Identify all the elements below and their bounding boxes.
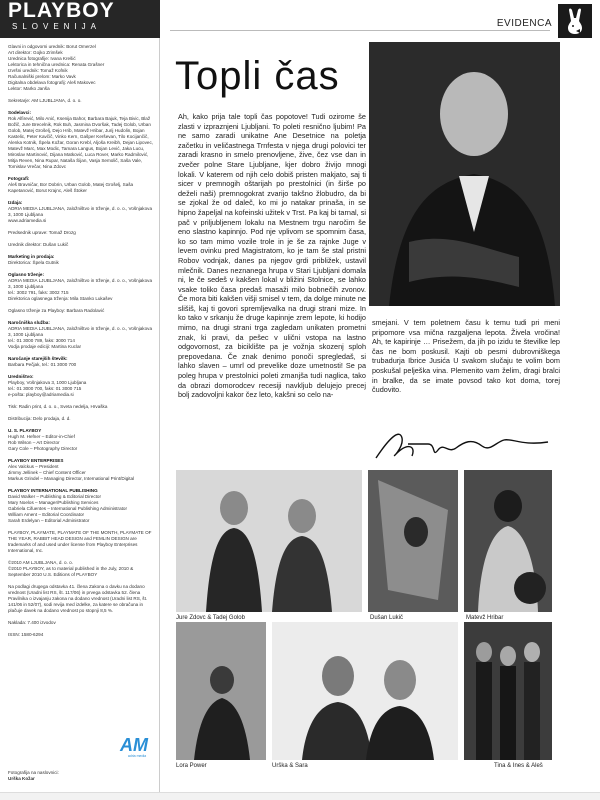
- credits-line: Gary Cole – Photography Director: [8, 446, 78, 451]
- credits-block: [8, 416, 156, 422]
- caption-photo-5: Urška & Sara: [272, 763, 308, 769]
- credits-line: Lektor: Marko Janša: [8, 86, 50, 91]
- credits-line: ADRIA MEDIA LJUBLJANA, založništvo in trženje, d. o. o., Vošnjakova 3, 1000 Ljubljana: [8, 278, 153, 289]
- credits-line: ADRIA MEDIA LJUBLJANA, založništvo in trženje, d. o. o., Vošnjakova 3, 1000 Ljubljana: [8, 326, 153, 337]
- editor-portrait-photo: [369, 42, 560, 306]
- credits-line: ©2010 PLAYBOY, as to material published in the July, 2010 & September 2010 U.S. Editions of PLAYBOY: [8, 566, 134, 577]
- credits-block: [8, 200, 156, 224]
- cover-credit-name: Urška Kožar: [8, 776, 35, 781]
- credits-heading: PLAYBOY ENTERPRISES: [8, 458, 64, 463]
- credits-line: Alex Valckus – President: [8, 464, 59, 469]
- credits-line: Markus Grindel – Managing Director, International Print/Digital: [8, 476, 135, 481]
- section-label: EVIDENCA: [496, 18, 552, 29]
- credits-line: William Ament – Editorial Coordinator: [8, 512, 85, 517]
- adria-media-logo: [120, 736, 154, 760]
- photo-jure-tadej: [176, 470, 362, 612]
- credits-line: Gabriela Cifuentes – International Publishing Administrator: [8, 506, 127, 511]
- credits-heading: Oglasno trženje:: [8, 272, 44, 277]
- credits-line: Urednik direktor: Dušan Lukič: [8, 242, 69, 247]
- playboy-logo: [0, 0, 160, 38]
- header-rule: [170, 30, 550, 31]
- credits-line: Mary Noelos – Manager/Publishing Services: [8, 500, 99, 505]
- credits-line: Direktorica: Špela Gutnik: [8, 260, 59, 265]
- cover-credit-label: Fotografija na naslovnici:: [8, 770, 59, 775]
- photo-urska-sara: [272, 622, 458, 760]
- credits-block: [8, 488, 156, 524]
- rabbit-head-logo-icon: [558, 4, 592, 38]
- caption-photo-3: Matevž Hribar: [466, 615, 504, 621]
- credits-line: tel.: 01 3000 700, faks: 01 3000 715: [8, 386, 82, 391]
- photo-tina-ines-ales: [464, 622, 552, 760]
- credits-heading: Fotografi:: [8, 176, 30, 181]
- section-header: [162, 0, 600, 44]
- credits-line: www.adriamedia.si: [8, 218, 47, 223]
- credits-block: [8, 530, 156, 554]
- credits-block: [8, 272, 156, 302]
- article-body-column-2: smejani. V tem poletnem času k temu tudi pri meni pripomore vsa mična razgaljena lepota. Živela vročina! Ah, te kapirinje … Prisežem, da jih po izidu te številke lep čas ne bom poskusil. Kajti ob pesmi dubrovniškega trubadurja Ibrice Jusića U svakom slučaju te volim bom poskušal pelješka vina. Plemenito vam želim, dragi bralci in bralke, da se imate povsod tako kot doma, torej čudovito.: [372, 318, 560, 395]
- credits-line: Jimmy Jellinek – Chief Content Officer: [8, 470, 86, 475]
- credits-block: [8, 230, 156, 236]
- credits-line: Aleš Bravničar, Bor Dobrin, Urban Golob, Matej Grošelj, Saša Kapetanović, Borut Krajnc, Aleš Štoker: [8, 182, 134, 193]
- credits-line: Lektorica in tehnična urednica: Renata Grašner: [8, 62, 105, 67]
- credits-block: [8, 320, 156, 350]
- credits-heading: Izdaja:: [8, 200, 23, 205]
- credits-heading: Naročniška služba:: [8, 320, 50, 325]
- logo-text: PLAYBOY: [8, 0, 115, 22]
- masthead-column: [0, 0, 160, 800]
- credits-line: Oglasno trženje za Playboy: Barbara Radolavić: [8, 308, 105, 313]
- credits-block: [8, 632, 156, 638]
- credits-line: Tisk: Radin print, d. o. o., Sveta nedelja, Hrvaška: [8, 404, 108, 409]
- credits-line: ADRIA MEDIA LJUBLJANA, založništvo in trženje, d. o. o., Vošnjakova 3, 1000 Ljubljana: [8, 206, 153, 217]
- page-edge: [0, 792, 600, 800]
- cover-photo-credit: [8, 770, 118, 782]
- credits-block: [8, 110, 156, 170]
- credits-line: PLAYBOY, PLAYMATE, PLAYMATE OF THE MONTH, PLAYMATE OF THE YEAR, RABBIT HEAD DESIGN and FEMLIN DESIGN are trademarks of and used under license from Playboy Enterprises International, Inc.: [8, 530, 152, 553]
- credits-line: Izvršni urednik: Tomaž Kofnik: [8, 68, 68, 73]
- credits-block: [8, 44, 156, 92]
- credits-block: [8, 620, 156, 626]
- credits-block: [8, 98, 156, 104]
- credits-line: ©2010 AM LJUBLJANA, d. o. o.: [8, 560, 73, 565]
- credits-block: [8, 404, 156, 410]
- credits-heading: U. S. PLAYBOY: [8, 428, 42, 433]
- credits-block: [8, 242, 156, 248]
- caption-photo-1: Jure Zdovc & Tadej Golob: [176, 615, 245, 621]
- credits-line: Art direktor: Gojko Zrimšek: [8, 50, 63, 55]
- am-logo-text: AM: [120, 735, 148, 755]
- credits-heading: Naročanje starejših številk:: [8, 356, 68, 361]
- credits-line: Rok Alfirević, Milo Anić, Ksenija Bahor, Barbara Bajuk, Teja Bivic, Blaž Božič, Jure Brecelnik, Rok Buh, Jasmina Dvoršak, Tadej Golob, Urban Golob, Matej Grošelj, Dejo Hrib, Matevž Hribar, Jurij Hudolin, Bojan Kastelic, Peter Kavčič, Vinko Kern, Gašper Kerševan, Tilo Kocijančič, Alenka Kotnik, Špela Kožar, Goran Krebl, Aljoša Kreibh, Dejan Lipovec, Matevž Marc, Max Modic, Tamara Langus, Bojan Lević, Jaka Lucu, Miroslav Martinović, Dijana Matković, Luca Rover, Marko Radmilović, Mitja Reven, Nina Rupar, Nataša Šijan, Vasja Semolič, Saša Vale, Tomislav Vrečar, Nina Zdovc: [8, 116, 154, 169]
- article-body-column-1: Ah, kako prija tale topli čas popotove! Tudi ozirome še zlasti v izpraznjeni Ljubljani. To poleti resnično ljubim! Pa ne samo zaradi unikatne Ane Desetnice na poletja začetku in veličastnega Trnfesta v njega drugi polovici ter zaradi krasno in smelo prenovljene, žive, čez vse dan in zvečer polne Stare Ljubljane, kjer dobro živijo mnogi lokali. V katerem od njih celo dobiš pristen makjato, saj ti sicer v premnogih oštarijah po prestolnici (in širše po deželi naši) premnogokrat zvarijo takšno žlobudro, da bi se zjokal že od daleč, ko mi jo natakar prinaša, in se hipno žapeljal na kofeinski užitek v Trst. Pa kaj bi tarnal, si pač v priljubljenem lokalu na Mestnem trgu naročim še eno slastno kapinnjo. Pod nje vplivom se spomnim časa, ko so tam mimo vozile trole in je še za rajnke Juge v levem ovinku pred Magistratom, ko je tam še stal pristni Robov vodnjak, danes pa njegov grdi približek, ustavil mlečnik. Danes neznanega hrupa v Stari Ljubljani domala ni, le če sedeš v kakšen lokal v bližini Stolnice, se lahko vsake toliko časa predaš masaži milo bobnečih zvonov. Če mora biti kakšen višji smisel v tem, da dolge minute ne slišiš, kaj ti govori spremljevalka na drugi strani mize. In ko tako v srkanju že druge kapinnje zrem lepote, ki hodijo mimo, na drugi strani trga zagledam unikaten prometni znak, ki pravi, da pešec v ulični vstopa na lastno odgovornost, za biciklište pa je vožnja skozenj sploh prepovedana. Če znak denimo ponoči spregledaš, si lahko slaven – umrl od prevelike doze umetnosti! Se pa poleg hrupa v prestolnici poleti zmanjša tudi naglica, tako da obrazi domorodcev recesiji navkljub delujejo precej bolj zadovoljni kakor čez leto, kakšni so celo na-: [178, 112, 366, 400]
- caption-photo-4: Lora Power: [176, 763, 207, 769]
- credits-block: [8, 254, 156, 266]
- credits-line: Barbara Pečjak, tel.: 01 3000 700: [8, 362, 77, 367]
- masthead-credits: [8, 44, 156, 734]
- credits-block: [8, 428, 156, 452]
- credits-line: Distribucija: Delo prodaja, d. d.: [8, 416, 71, 421]
- credits-block: [8, 356, 156, 368]
- credits-line: Direktorica oglasnega trženja: Mila Stanko Lukašev: [8, 296, 113, 301]
- credits-line: Urednica fotografije: Ivana Krešić: [8, 56, 76, 61]
- photo-dusan: [368, 470, 458, 612]
- credits-line: Predsednik uprave: Tomaž Drozg: [8, 230, 76, 235]
- credits-block: [8, 584, 156, 614]
- credits-line: Vodja prodaje ediciji: Martina Kuclar: [8, 344, 82, 349]
- photo-lora: [176, 622, 266, 760]
- am-logo-subtext: adria media: [127, 754, 147, 758]
- caption-photo-6: Tina & Ines & Aleš: [494, 763, 543, 769]
- credits-line: tel.: 3002 791, faks: 3002 715: [8, 290, 69, 295]
- credits-line: tel.: 01 3000 789, faks: 3000 714: [8, 338, 75, 343]
- credits-line: Na podlagi drugega odstavka 41. člena Zakona o davku na dodano vrednost (Uradni list RS, št. 117/06) in prvega odstavka 52. člena Pravilnika o izvajanju zakona na dodano vrednost (Uradni list RS, št. 141/06 in 52/07), sodi revija med izdelke, za katere se obračuna in plačuje davek na dodano vrednost po stopnji 8,5 %.: [8, 584, 148, 613]
- credits-line: Sekretarje: AM LJUBLJANA, d. o. o.: [8, 98, 82, 103]
- credits-block: [8, 560, 156, 578]
- photo-matevz: [464, 470, 552, 612]
- credits-block: [8, 176, 156, 194]
- credits-line: Hugh M. Hefner – Editor-in-Chief: [8, 434, 75, 439]
- credits-line: Sarah Erdelyan – Editorial Administrator: [8, 518, 90, 523]
- credits-line: Rob Wilson – Art Director: [8, 440, 60, 445]
- credits-block: [8, 374, 156, 398]
- credits-line: e-pošta: playboy@adriamedia.si: [8, 392, 74, 397]
- credits-heading: Marketing in prodaja:: [8, 254, 55, 259]
- credits-heading: Uredništvo:: [8, 374, 34, 379]
- credits-block: [8, 458, 156, 482]
- logo-subtitle: SLOVENIJA: [12, 22, 102, 31]
- credits-line: David Walker – Publishing & Editorial Director: [8, 494, 102, 499]
- credits-heading: Sodelavci:: [8, 110, 31, 115]
- credits-line: Digitalna obdelava fotografij: Aleš Makovec: [8, 80, 96, 85]
- credits-line: Naklada: 7.400 izvodov: [8, 620, 56, 625]
- caption-photo-2: Dušan Lukič: [370, 615, 404, 621]
- article-title: Topli čas: [175, 54, 340, 98]
- editor-signature: [372, 424, 552, 466]
- credits-block: [8, 308, 156, 314]
- credits-heading: PLAYBOY INTERNATIONAL PUBLISHING: [8, 488, 98, 493]
- credits-line: ISSN: 1580-6294: [8, 632, 44, 637]
- credits-line: Glavni in odgovorni urednik: Borut Omerzel: [8, 44, 96, 49]
- credits-line: Playboy, Vošnjakova 3, 1000 Ljubljana: [8, 380, 87, 385]
- credits-line: Računalniški prelom: Marko Vavk: [8, 74, 76, 79]
